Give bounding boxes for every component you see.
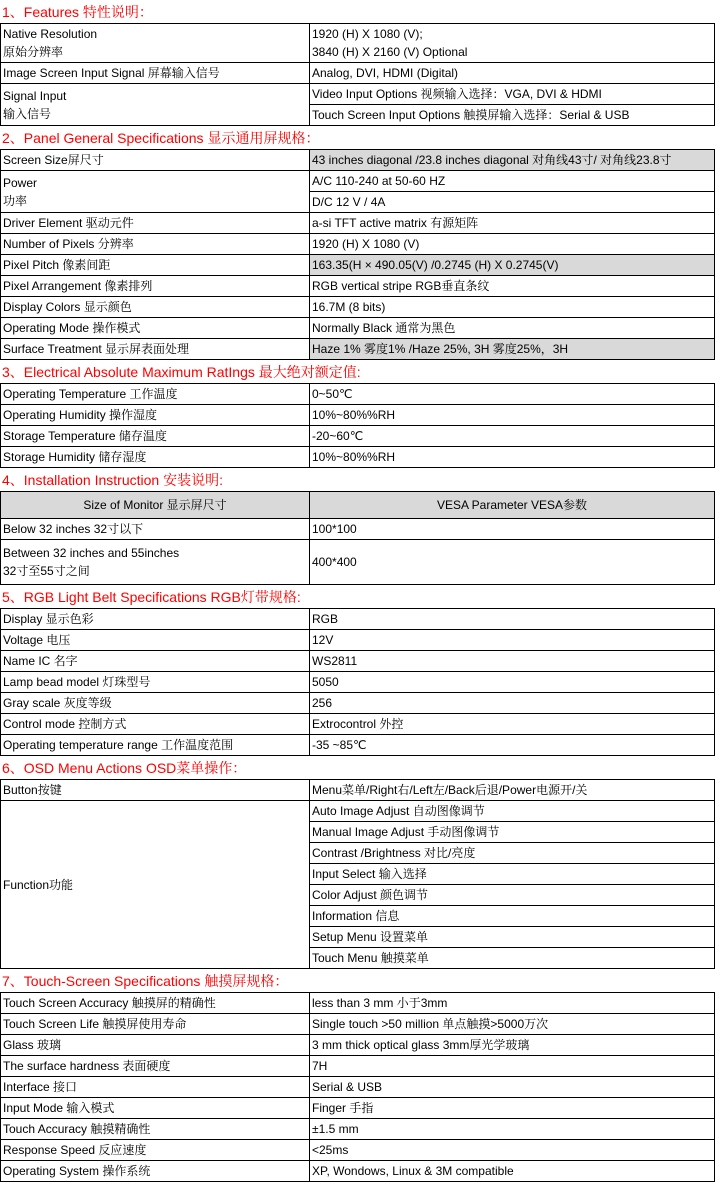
table-row (1, 24, 715, 63)
table-header-row (1, 492, 715, 519)
touch-input-options-value: Touch Screen Input Options 触摸屏输入选择：Serial & USB (310, 105, 715, 126)
function-item: Input Select 输入选择 (310, 864, 715, 885)
table-row (1, 405, 715, 426)
section-heading-panel-general: 2、Panel General Specifications 显示通用屏规格： (2, 130, 320, 146)
spec-label: Input Mode 输入模式 (1, 1098, 310, 1119)
spec-value: RGB vertical stripe RGB垂直条纹 (310, 276, 715, 297)
spec-label: Control mode 控制方式 (1, 714, 310, 735)
spec-value: WS2811 (310, 651, 715, 672)
spec-value: 10%~80%%RH (310, 405, 715, 426)
input-signal-value: Analog, DVI, HDMI (Digital) (310, 63, 715, 84)
table-row (1, 213, 715, 234)
table-row (1, 63, 715, 84)
spec-value: RGB (310, 609, 715, 630)
table-row (1, 1077, 715, 1098)
spec-label: Touch Screen Accuracy 触摸屏的精确性 (1, 993, 310, 1014)
table-row (1, 1119, 715, 1140)
spec-value: 100*100 (310, 519, 715, 540)
table-row (1, 426, 715, 447)
table-row (1, 297, 715, 318)
spec-label: Glass 玻璃 (1, 1035, 310, 1056)
spec-value: ±1.5 mm (310, 1119, 715, 1140)
spec-label: Gray scale 灰度等级 (1, 693, 310, 714)
spec-value: -35 ~85℃ (310, 735, 715, 756)
table-row (1, 1161, 715, 1182)
spec-label: Storage Temperature 储存温度 (1, 426, 310, 447)
table-row (1, 801, 715, 822)
spec-label: Voltage 电压 (1, 630, 310, 651)
spec-value: a-si TFT active matrix 有源矩阵 (310, 213, 715, 234)
spec-value: 10%~80%%RH (310, 447, 715, 468)
table-row (1, 318, 715, 339)
table-row (1, 1056, 715, 1077)
spec-label: Name IC 名字 (1, 651, 310, 672)
spec-value: Normally Black 通常为黑色 (310, 318, 715, 339)
spec-label: Response Speed 反应速度 (1, 1140, 310, 1161)
table-row (1, 540, 715, 585)
touch-screen-table (0, 992, 715, 1182)
spec-value: 0~50℃ (310, 384, 715, 405)
spec-label: Pixel Arrangement 像素排列 (1, 276, 310, 297)
spec-value: 5050 (310, 672, 715, 693)
spec-value: 1920 (H) X 1080 (V) (310, 234, 715, 255)
table-row (1, 1014, 715, 1035)
table-row (1, 1140, 715, 1161)
spec-value: 16.7M (8 bits) (310, 297, 715, 318)
function-item: Setup Menu 设置菜单 (310, 927, 715, 948)
table-row (1, 84, 715, 105)
spec-label: Surface Treatment 显示屏表面处理 (1, 339, 310, 360)
function-item: Manual Image Adjust 手动图像调节 (310, 822, 715, 843)
native-resolution-value: 1920 (H) X 1080 (V); 3840 (H) X 2160 (V) Optional (310, 24, 715, 63)
electrical-ratings-table (0, 383, 715, 468)
table-row (1, 234, 715, 255)
table-row (1, 780, 715, 801)
spec-value: 3 mm thick optical glass 3mm厚光学玻璃 (310, 1035, 715, 1056)
spec-value: XP, Wondows, Linux & 3M compatible (310, 1161, 715, 1182)
section-heading-installation: 4、Installation Instruction 安装说明: (2, 472, 223, 488)
button-value: Menu菜单/Right右/Left左/Back后退/Power电源开/关 (310, 780, 715, 801)
spec-label: Pixel Pitch 像素间距 (1, 255, 310, 276)
function-item: Information 信息 (310, 906, 715, 927)
column-header-vesa: VESA Parameter VESA参数 (310, 492, 715, 519)
function-item: Auto Image Adjust 自动图像调节 (310, 801, 715, 822)
spec-label: Operating System 操作系统 (1, 1161, 310, 1182)
column-header-monitor-size: Size of Monitor 显示屏尺寸 (1, 492, 310, 519)
signal-input-label: Signal Input 输入信号 (1, 84, 310, 126)
table-row (1, 339, 715, 360)
spec-label: Operating Humidity 操作湿度 (1, 405, 310, 426)
spec-label: Screen Size屏尺寸 (1, 150, 310, 171)
spec-label: Touch Accuracy 触摸精确性 (1, 1119, 310, 1140)
spec-label: Interface 接口 (1, 1077, 310, 1098)
spec-value: Serial & USB (310, 1077, 715, 1098)
spec-label: Between 32 inches and 55inches 32寸至55寸之间 (1, 540, 310, 585)
spec-value: Single touch >50 million 单点触摸>5000万次 (310, 1014, 715, 1035)
spec-label: Number of Pixels 分辨率 (1, 234, 310, 255)
spec-label: Operating Temperature 工作温度 (1, 384, 310, 405)
spec-value: 400*400 (310, 540, 715, 585)
spec-value: less than 3 mm 小于3mm (310, 993, 715, 1014)
spec-value: Finger 手指 (310, 1098, 715, 1119)
section-heading-touch-screen: 7、Touch-Screen Specifications 触摸屏规格： (2, 973, 289, 989)
spec-value: Extrocontrol 外控 (310, 714, 715, 735)
button-label: Button按键 (1, 780, 310, 801)
input-signal-label: Image Screen Input Signal 屏幕输入信号 (1, 63, 310, 84)
spec-value: 7H (310, 1056, 715, 1077)
table-row (1, 519, 715, 540)
table-row (1, 447, 715, 468)
table-row (1, 384, 715, 405)
video-input-options-value: Video Input Options 视频输入选择：VGA, DVI & HDMI (310, 84, 715, 105)
spec-label: Touch Screen Life 触摸屏使用寿命 (1, 1014, 310, 1035)
table-row (1, 276, 715, 297)
table-row (1, 693, 715, 714)
section-heading-rgb-light-belt: 5、RGB Light Belt Specifications RGB灯带规格: (2, 589, 301, 605)
table-row (1, 672, 715, 693)
spec-label: Below 32 inches 32寸以下 (1, 519, 310, 540)
section-heading-osd-menu: 6、OSD Menu Actions OSD菜单操作： (2, 760, 247, 776)
spec-label: Lamp bead model 灯珠型号 (1, 672, 310, 693)
table-row (1, 735, 715, 756)
function-item: Touch Menu 触摸菜单 (310, 948, 715, 969)
spec-value: -20~60℃ (310, 426, 715, 447)
installation-table (0, 491, 715, 585)
table-row (1, 651, 715, 672)
spec-value: Haze 1% 雾度1% /Haze 25%, 3H 雾度25%，3H (310, 339, 715, 360)
table-row (1, 150, 715, 171)
section-heading-features: 1、Features 特性说明： (2, 4, 153, 20)
osd-menu-table (0, 779, 715, 969)
function-item: Contrast /Brightness 对比/亮度 (310, 843, 715, 864)
rgb-light-belt-table (0, 608, 715, 756)
spec-label: Driver Element 驱动元件 (1, 213, 310, 234)
spec-value: <25ms (310, 1140, 715, 1161)
table-row (1, 1098, 715, 1119)
table-row (1, 171, 715, 192)
spec-value: 163.35(H × 490.05(V) /0.2745 (H) X 0.2745(V) (310, 255, 715, 276)
spec-label: Operating temperature range 工作温度范围 (1, 735, 310, 756)
spec-label: Display Colors 显示颜色 (1, 297, 310, 318)
spec-value: 43 inches diagonal /23.8 inches diagonal 对角线43寸/ 对角线23.8寸 (310, 150, 715, 171)
spec-label: The surface hardness 表面硬度 (1, 1056, 310, 1077)
table-row (1, 993, 715, 1014)
table-row (1, 714, 715, 735)
features-table (0, 23, 715, 126)
spec-label: Storage Humidity 储存湿度 (1, 447, 310, 468)
function-item: Color Adjust 颜色调节 (310, 885, 715, 906)
section-heading-electrical-ratings: 3、Electrical Absolute Maximum RatIngs 最大绝对额定值: (2, 364, 361, 380)
power-ac-value: A/C 110-240 at 50-60 HZ (310, 171, 715, 192)
power-label: Power 功率 (1, 171, 310, 213)
spec-label: Display 显示色彩 (1, 609, 310, 630)
panel-general-table (0, 149, 715, 360)
function-label: Function功能 (1, 801, 310, 969)
spec-label: Operating Mode 操作模式 (1, 318, 310, 339)
table-row (1, 255, 715, 276)
native-resolution-label: Native Resolution 原始分辨率 (1, 24, 310, 63)
spec-value: 12V (310, 630, 715, 651)
power-dc-value: D/C 12 V / 4A (310, 192, 715, 213)
table-row (1, 609, 715, 630)
spec-value: 256 (310, 693, 715, 714)
table-row (1, 1035, 715, 1056)
table-row (1, 630, 715, 651)
